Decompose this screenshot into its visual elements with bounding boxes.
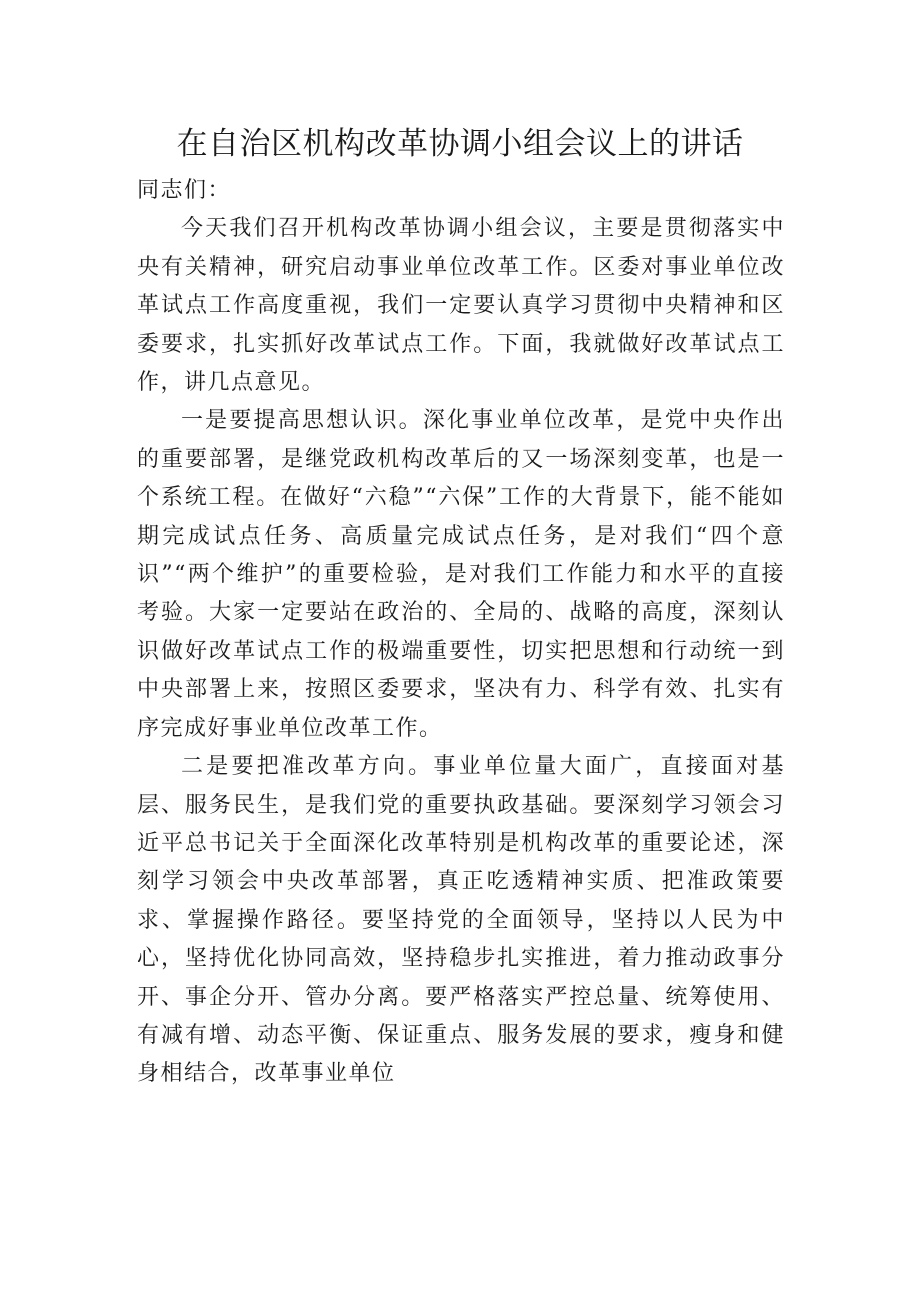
paragraph-point-two: 二是要把准改革方向。事业单位量大面广，直接面对基层、服务民生，是我们党的重要执政基础。要深刻学习领会习近平总书记关于全面深化改革特别是机构改革的重要论述，深刻学习领会中央改革部署，真正吃透精神实质、把准政策要求、掌握操作路径。要坚持党的全面领导，坚持以人民为中心，坚持优化协同高效，坚持稳步扎实推进，着力推动政事分开、事企分开、管办分离。要严格落实严控总量、统筹使用、有减有增、动态平衡、保证重点、服务发展的要求，瘦身和健身相结合，改革事业单位 [137,754,785,1087]
paragraph-opening: 今天我们召开机构改革协调小组会议，主要是贯彻落实中央有关精神，研究启动事业单位改革工作。区委对事业单位改革试点工作高度重视，我们一定要认真学习贯彻中央精神和区委要求，扎实抓好改革试点工作。下面，我就做好改革试点工作，讲几点意见。 [137,216,785,396]
paragraph-point-one: 一是要提高思想认识。深化事业单位改革，是党中央作出的重要部署，是继党政机构改革后的又一场深刻变革，也是一个系统工程。在做好“六稳”“六保”工作的大背景下，能不能如期完成试点任务、高质量完成试点任务，是对我们“四个意识”“两个维护”的重要检验，是对我们工作能力和水平的直接考验。大家一定要站在政治的、全局的、战略的高度，深刻认识做好改革试点工作的极端重要性，切实把思想和行动统一到中央部署上来，按照区委要求，坚决有力、科学有效、扎实有序完成好事业单位改革工作。 [137,408,785,741]
document-title: 在自治区机构改革协调小组会议上的讲话 [176,126,744,162]
document-body [137,172,785,1094]
salutation: 同志们： [137,178,232,203]
